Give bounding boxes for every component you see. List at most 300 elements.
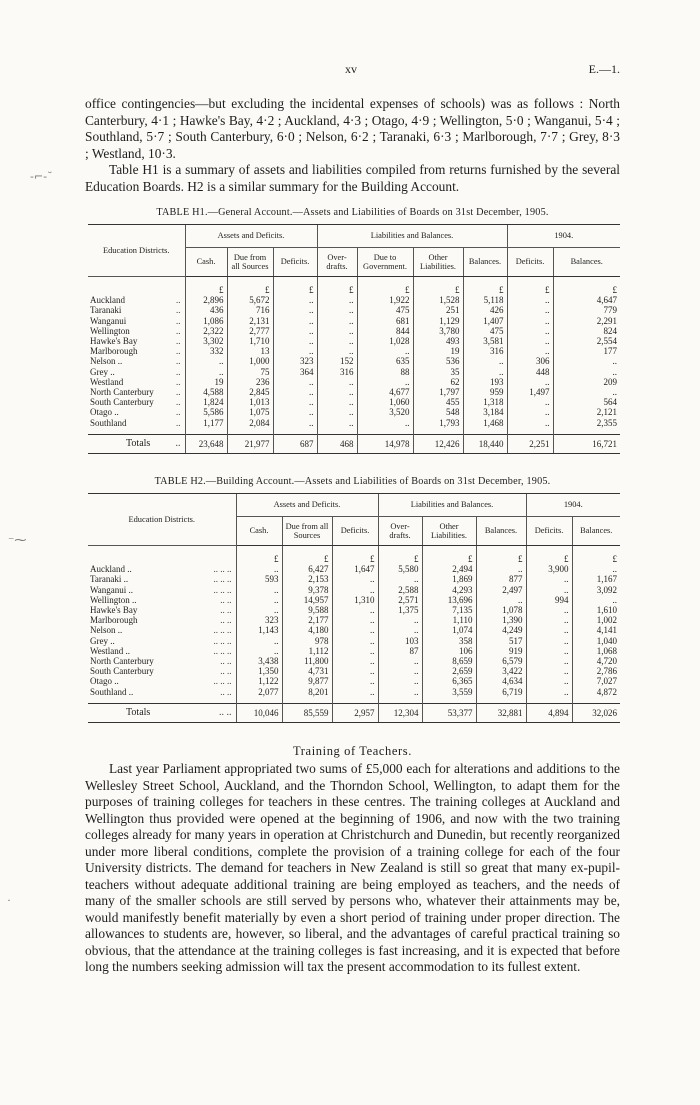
- value-cell: 919: [476, 646, 526, 656]
- value-cell: 3,438: [236, 656, 282, 666]
- value-cell: 824: [553, 326, 620, 336]
- table-h1-caption: TABLE H1.—General Account.—Assets and Liabilities of Boards on 31st December, 1905.: [156, 207, 549, 218]
- training-text: [85, 761, 620, 976]
- district-name: Auckland: [90, 295, 125, 306]
- district-name: Grey ..: [90, 635, 115, 646]
- intro-paragraph-2: Table H1 is a summary of assets and liabilities compiled from returns furnished by the several Education Boards. H2 is a similar summary for the Building Account.: [85, 162, 620, 194]
- district-cell: [88, 397, 185, 407]
- value-cell: 19: [185, 377, 227, 387]
- value-cell: ..: [185, 367, 227, 377]
- margin-mark-left-2: ⁻⁓: [8, 533, 27, 547]
- h2-col-cash: Cash.: [236, 517, 282, 546]
- h2-col-overdrafts: Over-drafts.: [378, 517, 422, 546]
- table-row: [88, 656, 620, 666]
- total-cell: 14,978: [357, 434, 413, 453]
- value-cell: 1,028: [357, 336, 413, 346]
- value-cell: 1,078: [476, 605, 526, 615]
- currency-cell: £: [378, 546, 422, 565]
- value-cell: 455: [413, 397, 463, 407]
- district-name: Hawke's Bay: [90, 336, 138, 347]
- table-row: [88, 397, 620, 407]
- district-name: Marlborough: [90, 346, 138, 357]
- value-cell: 62: [413, 377, 463, 387]
- table-h1: [88, 224, 620, 454]
- leader-dots: .. ..: [220, 656, 232, 667]
- value-cell: 5,118: [463, 295, 507, 305]
- district-cell: [88, 625, 236, 635]
- value-cell: 106: [422, 646, 476, 656]
- h1-col-due-from: Due from all Sources: [227, 248, 273, 277]
- value-cell: ..: [378, 666, 422, 676]
- district-cell: [88, 646, 236, 656]
- value-cell: 1,468: [463, 418, 507, 435]
- district-cell: [88, 367, 185, 377]
- value-cell: ..: [507, 336, 553, 346]
- district-cell: [88, 336, 185, 346]
- value-cell: ..: [236, 585, 282, 595]
- currency-spacer: [88, 546, 236, 565]
- value-cell: ..: [507, 407, 553, 417]
- h1-col-balances-1904: Balances.: [553, 248, 620, 277]
- value-cell: 2,291: [553, 316, 620, 326]
- h1-totals-row: [88, 434, 620, 453]
- value-cell: ..: [317, 326, 357, 336]
- value-cell: ..: [317, 316, 357, 326]
- value-cell: ..: [273, 336, 317, 346]
- h1-assets-group-header: Assets and Deficits.: [185, 225, 317, 248]
- currency-cell: £: [507, 277, 553, 296]
- total-cell: 23,648: [185, 434, 227, 453]
- value-cell: 19: [413, 346, 463, 356]
- leader-dots: ..: [176, 325, 181, 336]
- value-cell: ..: [317, 377, 357, 387]
- table-row: [88, 316, 620, 326]
- h1-col-overdrafts: Over-drafts.: [317, 248, 357, 277]
- district-name: Grey ..: [90, 366, 115, 377]
- value-cell: ..: [317, 397, 357, 407]
- value-cell: 5,580: [378, 564, 422, 574]
- value-cell: 475: [463, 326, 507, 336]
- value-cell: 236: [227, 377, 273, 387]
- value-cell: ..: [526, 574, 572, 584]
- h2-assets-group-header: Assets and Deficits.: [236, 494, 378, 517]
- h2-totals-row: [88, 703, 620, 722]
- value-cell: 1,390: [476, 615, 526, 625]
- leader-dots: ..: [176, 417, 181, 428]
- training-paragraph: Last year Parliament appropriated two sums of £5,000 each for alterations and additions to the Wellesley Street School, Auckland, and the Thorndon School, Wellington, to adapt them for the purposes of training colleges for teachers in these centres. The training colleges at Auckland and Wellington thus provided were opened at the beginning of 1906, and now with the two training colleges already for many years in operation at Christchurch and Dunedin, but recently reorganized under more liberal conditions, complete the provision of a training college for each of the four University districts. The demand for teachers in New Zealand is still so great that many ex-pupil-teachers without adequate additional training are being employed as teachers, and the needs of many of the smaller schools are still served by persons who, whatever their attainments may be, would manifestly benefit materially by even a short period of training under proper direction. The allowances to students are, however, so liberal, and the advantages of careful practical training so obvious, that the attendance at the training colleges is fast increasing, and it is expected that before long the numbers seeking admission will tax the present accommodation to its fullest extent.: [85, 761, 620, 974]
- table-row: [88, 326, 620, 336]
- district-name: Nelson ..: [90, 625, 123, 636]
- h1-col-deficits: Deficits.: [273, 248, 317, 277]
- value-cell: ..: [236, 646, 282, 656]
- value-cell: ..: [526, 615, 572, 625]
- total-cell: 2,957: [332, 703, 378, 722]
- table-row: [88, 336, 620, 346]
- h2-currency-row: [88, 546, 620, 565]
- value-cell: ..: [332, 646, 378, 656]
- leader-dots: ..: [176, 315, 181, 326]
- value-cell: ..: [526, 676, 572, 686]
- leader-dots: ..: [176, 336, 181, 347]
- h2-col-balances-1904: Balances.: [572, 517, 620, 546]
- value-cell: 1,167: [572, 574, 620, 584]
- value-cell: ..: [273, 305, 317, 315]
- value-cell: 994: [526, 595, 572, 605]
- value-cell: 978: [282, 636, 332, 646]
- district-name: Otago ..: [90, 407, 119, 418]
- value-cell: 2,084: [227, 418, 273, 435]
- value-cell: ..: [273, 418, 317, 435]
- value-cell: 3,302: [185, 336, 227, 346]
- h2-liabilities-group-header: Liabilities and Balances.: [378, 494, 526, 517]
- value-cell: ..: [507, 326, 553, 336]
- value-cell: 6,579: [476, 656, 526, 666]
- value-cell: 1,143: [236, 625, 282, 635]
- value-cell: 3,780: [413, 326, 463, 336]
- value-cell: ..: [317, 418, 357, 435]
- h2-col-deficits: Deficits.: [332, 517, 378, 546]
- value-cell: 517: [476, 636, 526, 646]
- value-cell: 6,365: [422, 676, 476, 686]
- value-cell: 2,153: [282, 574, 332, 584]
- value-cell: ..: [526, 666, 572, 676]
- currency-spacer: [88, 277, 185, 296]
- section-code: E.—1.: [588, 62, 620, 76]
- district-cell: [88, 585, 236, 595]
- currency-cell: £: [422, 546, 476, 565]
- value-cell: ..: [378, 676, 422, 686]
- total-cell: 468: [317, 434, 357, 453]
- value-cell: 209: [553, 377, 620, 387]
- value-cell: ..: [332, 615, 378, 625]
- value-cell: 1,013: [227, 397, 273, 407]
- value-cell: ..: [357, 377, 413, 387]
- value-cell: 779: [553, 305, 620, 315]
- value-cell: 1,068: [572, 646, 620, 656]
- value-cell: 4,634: [476, 676, 526, 686]
- table-row: [88, 305, 620, 315]
- district-cell: [88, 407, 185, 417]
- value-cell: 1,177: [185, 418, 227, 435]
- value-cell: 6,719: [476, 687, 526, 704]
- value-cell: ..: [317, 346, 357, 356]
- value-cell: 87: [378, 646, 422, 656]
- value-cell: 2,659: [422, 666, 476, 676]
- value-cell: 844: [357, 326, 413, 336]
- value-cell: 103: [378, 636, 422, 646]
- value-cell: ..: [236, 605, 282, 615]
- value-cell: 4,731: [282, 666, 332, 676]
- value-cell: ..: [273, 387, 317, 397]
- currency-cell: £: [185, 277, 227, 296]
- table-row: [88, 666, 620, 676]
- value-cell: 177: [553, 346, 620, 356]
- value-cell: ..: [463, 367, 507, 377]
- leader-dots: ..: [176, 305, 181, 316]
- value-cell: 548: [413, 407, 463, 417]
- value-cell: 1,497: [507, 387, 553, 397]
- value-cell: ..: [317, 407, 357, 417]
- value-cell: 1,869: [422, 574, 476, 584]
- h2-year-group-header: 1904.: [526, 494, 620, 517]
- district-cell: [88, 615, 236, 625]
- district-name: Southland ..: [90, 686, 134, 697]
- district-name: Otago ..: [90, 676, 119, 687]
- h2-col-balances: Balances.: [476, 517, 526, 546]
- leader-dots: .. .. ..: [213, 574, 232, 585]
- value-cell: 364: [273, 367, 317, 377]
- district-name: Hawke's Bay: [90, 605, 138, 616]
- h1-currency-row: [88, 277, 620, 296]
- value-cell: 493: [413, 336, 463, 346]
- leader-dots: ..: [176, 366, 181, 377]
- value-cell: 2,355: [553, 418, 620, 435]
- total-cell: 10,046: [236, 703, 282, 722]
- value-cell: 1,824: [185, 397, 227, 407]
- value-cell: ..: [526, 625, 572, 635]
- value-cell: ..: [332, 656, 378, 666]
- value-cell: ..: [332, 687, 378, 704]
- district-name: Nelson ..: [90, 356, 123, 367]
- leader-dots: .. .. ..: [213, 584, 232, 595]
- value-cell: 2,131: [227, 316, 273, 326]
- value-cell: ..: [236, 636, 282, 646]
- value-cell: ..: [332, 585, 378, 595]
- district-name: Taranaki ..: [90, 574, 129, 585]
- value-cell: 1,797: [413, 387, 463, 397]
- h1-col-due-to-government: Due to Government.: [357, 248, 413, 277]
- h1-liabilities-group-header: Liabilities and Balances.: [317, 225, 507, 248]
- value-cell: ..: [273, 397, 317, 407]
- value-cell: 1,074: [422, 625, 476, 635]
- value-cell: 436: [185, 305, 227, 315]
- value-cell: 1,710: [227, 336, 273, 346]
- value-cell: ..: [507, 346, 553, 356]
- district-cell: [88, 574, 236, 584]
- leader-dots: ..: [176, 346, 181, 357]
- table-h2: [88, 493, 620, 723]
- value-cell: 2,322: [185, 326, 227, 336]
- value-cell: 3,559: [422, 687, 476, 704]
- leader-dots: ..: [176, 407, 181, 418]
- value-cell: 7,135: [422, 605, 476, 615]
- district-name: North Canterbury: [90, 387, 154, 398]
- h1-col-deficits-1904: Deficits.: [507, 248, 553, 277]
- total-cell: 18,440: [463, 434, 507, 453]
- value-cell: ..: [526, 646, 572, 656]
- district-name: Wanganui: [90, 315, 127, 326]
- margin-mark-left-3: ˙: [6, 898, 12, 912]
- value-cell: 1,793: [413, 418, 463, 435]
- value-cell: ..: [476, 595, 526, 605]
- value-cell: 358: [422, 636, 476, 646]
- value-cell: ..: [507, 295, 553, 305]
- table-row: [88, 636, 620, 646]
- value-cell: 536: [413, 356, 463, 366]
- value-cell: ..: [526, 605, 572, 615]
- intro-text: [85, 96, 620, 195]
- value-cell: 251: [413, 305, 463, 315]
- value-cell: 1,112: [282, 646, 332, 656]
- leader-dots: ..: [176, 376, 181, 387]
- value-cell: ..: [526, 687, 572, 704]
- value-cell: 1,075: [227, 407, 273, 417]
- value-cell: 564: [553, 397, 620, 407]
- value-cell: 13,696: [422, 595, 476, 605]
- total-cell: 21,977: [227, 434, 273, 453]
- value-cell: 4,720: [572, 656, 620, 666]
- value-cell: ..: [332, 625, 378, 635]
- district-cell: [88, 564, 236, 574]
- value-cell: 5,586: [185, 407, 227, 417]
- leader-dots: .. .. ..: [213, 676, 232, 687]
- value-cell: 2,571: [378, 595, 422, 605]
- value-cell: ..: [526, 636, 572, 646]
- value-cell: ..: [357, 418, 413, 435]
- value-cell: ..: [507, 305, 553, 315]
- district-cell: [88, 295, 185, 305]
- district-cell: [88, 666, 236, 676]
- value-cell: 1,060: [357, 397, 413, 407]
- value-cell: 75: [227, 367, 273, 377]
- value-cell: ..: [553, 356, 620, 366]
- district-name: Wellington: [90, 325, 130, 336]
- total-cell: 85,559: [282, 703, 332, 722]
- value-cell: 2,777: [227, 326, 273, 336]
- h2-district-header: Education Districts.: [88, 494, 236, 546]
- currency-cell: £: [273, 277, 317, 296]
- total-cell: 32,881: [476, 703, 526, 722]
- value-cell: ..: [553, 387, 620, 397]
- table-row: [88, 676, 620, 686]
- value-cell: ..: [463, 356, 507, 366]
- district-cell: [88, 656, 236, 666]
- table-row: [88, 646, 620, 656]
- currency-cell: £: [476, 546, 526, 565]
- value-cell: 681: [357, 316, 413, 326]
- leader-dots: .. ..: [220, 605, 232, 616]
- leader-dots: .. ..: [220, 615, 232, 626]
- value-cell: 877: [476, 574, 526, 584]
- value-cell: ..: [236, 595, 282, 605]
- totals-label: Totals: [126, 706, 151, 718]
- value-cell: 323: [236, 615, 282, 625]
- h1-body: [88, 277, 620, 454]
- district-cell: [88, 687, 236, 704]
- value-cell: 2,077: [236, 687, 282, 704]
- value-cell: ..: [507, 316, 553, 326]
- value-cell: ..: [378, 615, 422, 625]
- total-cell: 32,026: [572, 703, 620, 722]
- value-cell: 1,318: [463, 397, 507, 407]
- leader-dots: .. .. ..: [213, 564, 232, 575]
- value-cell: ..: [236, 564, 282, 574]
- value-cell: 2,845: [227, 387, 273, 397]
- district-name: Marlborough: [90, 615, 138, 626]
- intro-paragraph-1: office contingencies—but excluding the incidental expenses of schools) was as follows : North Canterbury, 4·1 ; Hawke's Bay, 4·2 ; Auckland, 4·3 ; Otago, 4·9 ; Wellington, 5·0 ; Wanganui, 5·4 ; Southland, 5·7 ; South Canterbury, 6·0 ; Nelson, 6·2 ; Taranaki, 6·3 ; Marlborough, 7·7 ; Grey, 8·3 ; Westland, 10·3.: [85, 96, 620, 161]
- total-cell: 16,721: [553, 434, 620, 453]
- h1-col-cash: Cash.: [185, 248, 227, 277]
- value-cell: ..: [273, 346, 317, 356]
- table-row: [88, 595, 620, 605]
- value-cell: 959: [463, 387, 507, 397]
- district-cell: [88, 346, 185, 356]
- value-cell: ..: [507, 397, 553, 407]
- value-cell: ..: [572, 595, 620, 605]
- total-cell: 4,894: [526, 703, 572, 722]
- value-cell: 4,677: [357, 387, 413, 397]
- currency-cell: £: [317, 277, 357, 296]
- value-cell: 448: [507, 367, 553, 377]
- value-cell: ..: [526, 656, 572, 666]
- value-cell: 9,588: [282, 605, 332, 615]
- value-cell: ..: [378, 687, 422, 704]
- table-row: [88, 387, 620, 397]
- value-cell: 9,378: [282, 585, 332, 595]
- h2-col-deficits-1904: Deficits.: [526, 517, 572, 546]
- value-cell: 6,427: [282, 564, 332, 574]
- table-h2-caption: TABLE H2.—Building Account.—Assets and Liabilities of Boards on 31st December, 1905.: [154, 476, 551, 487]
- total-cell: 53,377: [422, 703, 476, 722]
- leader-dots: .. .. ..: [213, 645, 232, 656]
- leader-dots: .. .. ..: [213, 625, 232, 636]
- total-cell: 12,426: [413, 434, 463, 453]
- leader-dots: .. ..: [220, 594, 232, 605]
- district-name: Wanganui ..: [90, 584, 134, 595]
- value-cell: 475: [357, 305, 413, 315]
- district-name: Westland: [90, 376, 124, 387]
- value-cell: 3,581: [463, 336, 507, 346]
- value-cell: ..: [507, 418, 553, 435]
- h1-col-other-liabilities: Other Liabilities.: [413, 248, 463, 277]
- value-cell: 3,900: [526, 564, 572, 574]
- table-row: [88, 605, 620, 615]
- table-row: [88, 377, 620, 387]
- district-name: Southland: [90, 417, 127, 428]
- value-cell: 316: [317, 367, 357, 377]
- value-cell: 4,588: [185, 387, 227, 397]
- table-row: [88, 356, 620, 366]
- value-cell: ..: [317, 336, 357, 346]
- value-cell: 2,494: [422, 564, 476, 574]
- value-cell: ..: [317, 305, 357, 315]
- leader-dots: .. ..: [220, 686, 232, 697]
- value-cell: 1,350: [236, 666, 282, 676]
- value-cell: 323: [273, 356, 317, 366]
- currency-cell: £: [357, 277, 413, 296]
- value-cell: 2,896: [185, 295, 227, 305]
- currency-cell: £: [572, 546, 620, 565]
- leader-dots: ..: [176, 356, 181, 367]
- value-cell: 1,407: [463, 316, 507, 326]
- value-cell: ..: [507, 377, 553, 387]
- currency-cell: £: [227, 277, 273, 296]
- h1-year-group-header: 1904.: [507, 225, 620, 248]
- district-name: South Canterbury: [90, 397, 154, 408]
- district-name: Taranaki: [90, 305, 122, 316]
- value-cell: 1,528: [413, 295, 463, 305]
- currency-cell: £: [332, 546, 378, 565]
- value-cell: ..: [317, 387, 357, 397]
- value-cell: 8,201: [282, 687, 332, 704]
- leader-dots: ..: [176, 397, 181, 408]
- currency-cell: £: [413, 277, 463, 296]
- value-cell: 152: [317, 356, 357, 366]
- district-cell: [88, 316, 185, 326]
- table-row: [88, 574, 620, 584]
- value-cell: ..: [378, 656, 422, 666]
- value-cell: ..: [332, 574, 378, 584]
